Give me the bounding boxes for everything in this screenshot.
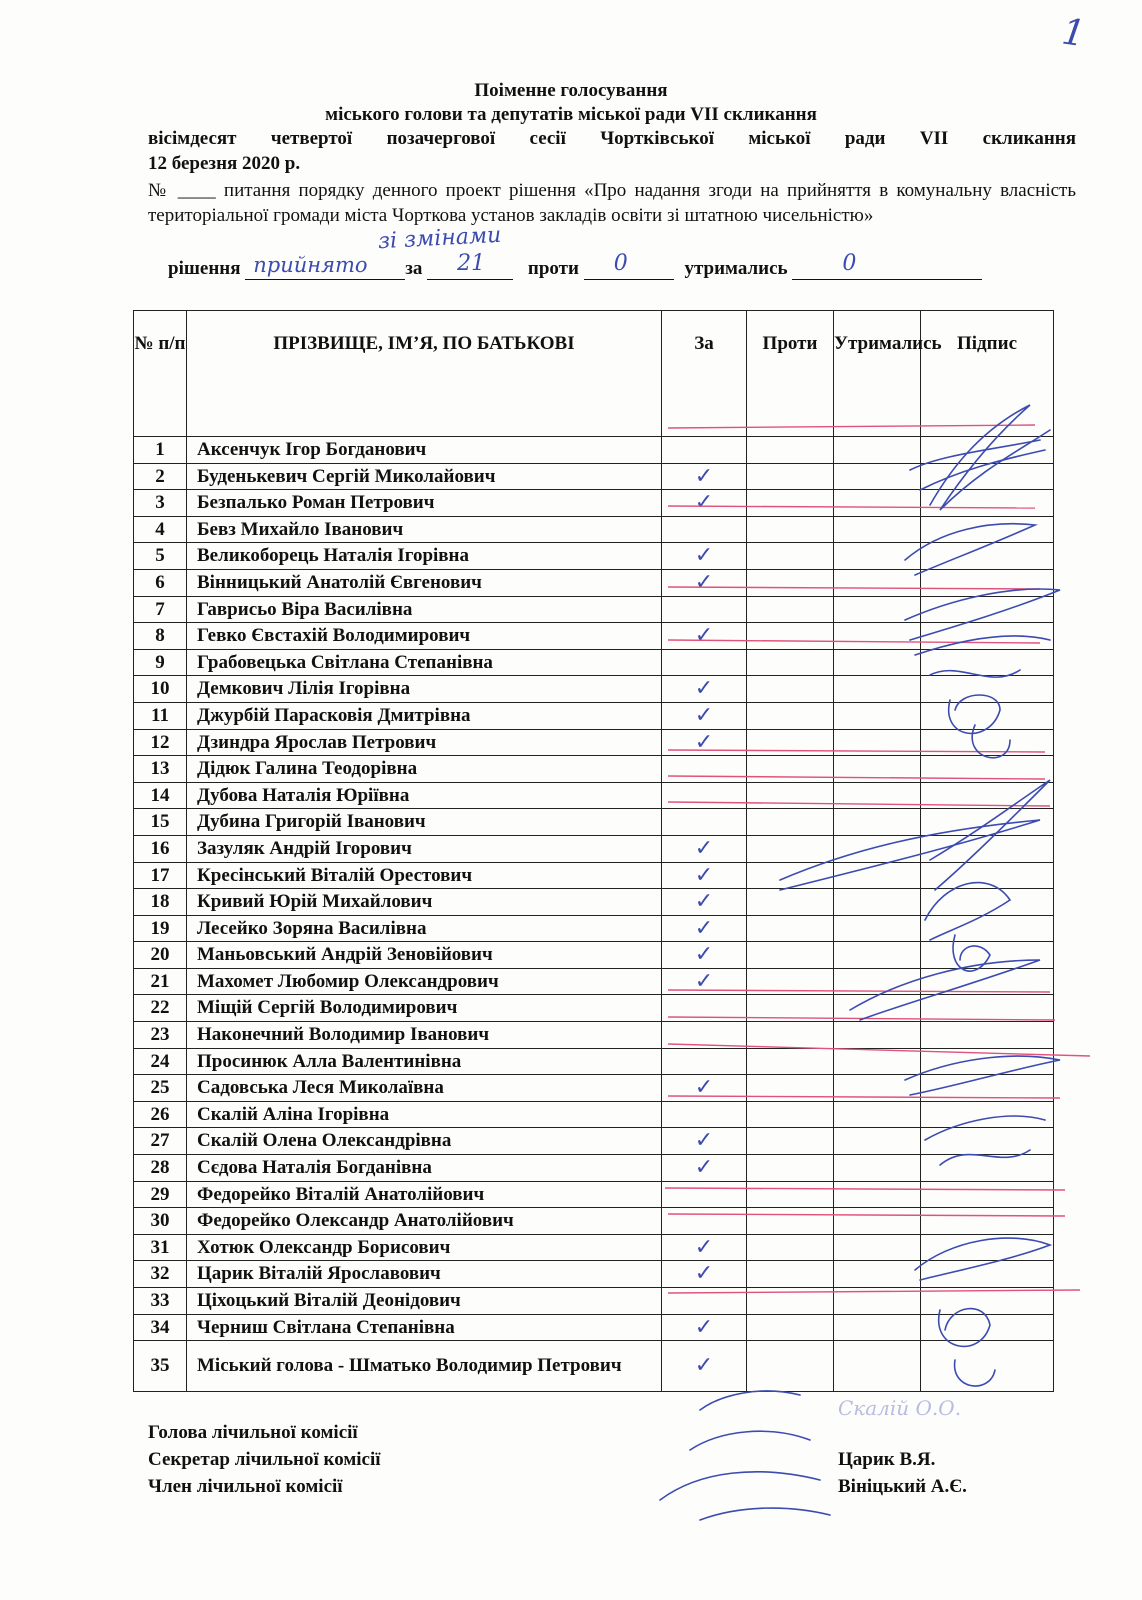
row-signature — [921, 1208, 1054, 1235]
row-against — [747, 915, 834, 942]
row-name: Ціхоцький Віталій Деонідович — [187, 1288, 662, 1315]
row-num: 12 — [134, 729, 187, 756]
row-abstained — [834, 782, 921, 809]
row-num: 23 — [134, 1022, 187, 1049]
row-abstained — [834, 490, 921, 517]
row-name: Дзиндра Ярослав Петрович — [187, 729, 662, 756]
table-row — [134, 1341, 1054, 1392]
row-against — [747, 569, 834, 596]
row-num: 26 — [134, 1101, 187, 1128]
row-against — [747, 1314, 834, 1341]
row-signature — [921, 543, 1054, 570]
table-row — [134, 915, 1054, 942]
row-name: Федорейко Віталій Анатолійович — [187, 1181, 662, 1208]
row-abstained — [834, 889, 921, 916]
row-against — [747, 995, 834, 1022]
table-row — [134, 942, 1054, 969]
row-name: Скалій Аліна Ігорівна — [187, 1101, 662, 1128]
row-against — [747, 782, 834, 809]
table-row — [134, 463, 1054, 490]
row-against — [747, 756, 834, 783]
secretary-name: Царик В.Я. — [838, 1449, 936, 1470]
for-field — [427, 251, 513, 280]
row-against — [747, 1341, 834, 1392]
row-for-mark — [662, 1048, 747, 1075]
row-num: 1 — [134, 437, 187, 464]
row-abstained — [834, 1022, 921, 1049]
row-against — [747, 968, 834, 995]
row-for-mark: ✓ — [662, 942, 747, 969]
abstained-value: 0 — [842, 251, 857, 276]
row-against — [747, 623, 834, 650]
table-row — [134, 1181, 1054, 1208]
table-row — [134, 569, 1054, 596]
row-signature — [921, 995, 1054, 1022]
row-signature — [921, 596, 1054, 623]
table-row — [134, 862, 1054, 889]
table-row — [134, 1155, 1054, 1182]
row-name: Гаврисьо Віра Василівна — [187, 596, 662, 623]
row-for-mark: ✓ — [662, 915, 747, 942]
row-name: Садовська Леся Миколаївна — [187, 1075, 662, 1102]
row-name: Кривий Юрій Михайлович — [187, 889, 662, 916]
table-row — [134, 649, 1054, 676]
row-num: 9 — [134, 649, 187, 676]
row-abstained — [834, 516, 921, 543]
row-for-mark — [662, 782, 747, 809]
row-num: 20 — [134, 942, 187, 969]
row-signature — [921, 1261, 1054, 1288]
row-name: Наконечний Володимир Іванович — [187, 1022, 662, 1049]
row-signature — [921, 1101, 1054, 1128]
table-row — [134, 543, 1054, 570]
row-abstained — [834, 676, 921, 703]
row-against — [747, 1128, 834, 1155]
row-signature — [921, 809, 1054, 836]
row-abstained — [834, 995, 921, 1022]
row-num: 22 — [134, 995, 187, 1022]
table-row — [134, 1314, 1054, 1341]
member-name: Вініцький А.Є. — [838, 1476, 967, 1497]
row-against — [747, 889, 834, 916]
row-name: Гевко Євстахій Володимирович — [187, 623, 662, 650]
row-abstained — [834, 1075, 921, 1102]
row-against — [747, 1181, 834, 1208]
row-abstained — [834, 596, 921, 623]
row-abstained — [834, 915, 921, 942]
row-against — [747, 676, 834, 703]
row-signature — [921, 835, 1054, 862]
row-against — [747, 649, 834, 676]
row-signature — [921, 729, 1054, 756]
row-against — [747, 729, 834, 756]
row-num: 8 — [134, 623, 187, 650]
row-against — [747, 1022, 834, 1049]
row-for-mark — [662, 809, 747, 836]
table-row — [134, 1288, 1054, 1315]
row-name: Хотюк Олександр Борисович — [187, 1234, 662, 1261]
row-abstained — [834, 623, 921, 650]
against-label: проти — [527, 258, 579, 279]
row-for-mark: ✓ — [662, 623, 747, 650]
row-against — [747, 835, 834, 862]
row-signature — [921, 1022, 1054, 1049]
secretary-label: Секретар лічильної комісії — [148, 1449, 381, 1470]
row-name: Царик Віталій Ярославович — [187, 1261, 662, 1288]
table-row — [134, 676, 1054, 703]
row-signature — [921, 968, 1054, 995]
table-row — [134, 1022, 1054, 1049]
row-abstained — [834, 543, 921, 570]
row-num: 28 — [134, 1155, 187, 1182]
row-abstained — [834, 437, 921, 464]
row-signature — [921, 649, 1054, 676]
row-signature — [921, 702, 1054, 729]
row-signature — [921, 463, 1054, 490]
row-num: 16 — [134, 835, 187, 862]
row-for-mark — [662, 1101, 747, 1128]
row-signature — [921, 676, 1054, 703]
row-num: 32 — [134, 1261, 187, 1288]
row-against — [747, 463, 834, 490]
table-row — [134, 1075, 1054, 1102]
row-name: Аксенчук Ігор Богданович — [187, 437, 662, 464]
row-num: 18 — [134, 889, 187, 916]
row-num: 21 — [134, 968, 187, 995]
row-name: Демкович Лілія Ігорівна — [187, 676, 662, 703]
header-against: Проти — [747, 311, 834, 437]
row-for-mark — [662, 649, 747, 676]
header-name: ПРІЗВИЩЕ, ІМ’Я, ПО БАТЬКОВІ — [187, 311, 662, 437]
row-abstained — [834, 756, 921, 783]
row-abstained — [834, 1101, 921, 1128]
row-name: Просинюк Алла Валентинівна — [187, 1048, 662, 1075]
row-name: Сєдова Наталія Богданівна — [187, 1155, 662, 1182]
row-abstained — [834, 1208, 921, 1235]
row-for-mark: ✓ — [662, 1128, 747, 1155]
row-name: Черниш Світлана Степанівна — [187, 1314, 662, 1341]
row-against — [747, 490, 834, 517]
row-name: Лесейко Зоряна Василівна — [187, 915, 662, 942]
row-signature — [921, 1048, 1054, 1075]
row-num: 10 — [134, 676, 187, 703]
row-num: 15 — [134, 809, 187, 836]
row-against — [747, 516, 834, 543]
row-name: Буденькевич Сергій Миколайович — [187, 463, 662, 490]
row-signature — [921, 490, 1054, 517]
document-subtitle: міського голови та депутатів міської ради VII скликання — [325, 104, 817, 125]
row-name: Бевз Михайло Іванович — [187, 516, 662, 543]
row-abstained — [834, 1128, 921, 1155]
decision-label: рішення — [168, 258, 241, 279]
row-num: 14 — [134, 782, 187, 809]
header-abstained: Утримались — [834, 311, 921, 437]
table-row — [134, 889, 1054, 916]
row-name: Скалій Олена Олександрівна — [187, 1128, 662, 1155]
row-signature — [921, 1155, 1054, 1182]
row-num: 27 — [134, 1128, 187, 1155]
row-num: 19 — [134, 915, 187, 942]
row-abstained — [834, 569, 921, 596]
table-row — [134, 437, 1054, 464]
row-name: Маньовський Андрій Зеновійович — [187, 942, 662, 969]
row-name: Федорейко Олександр Анатолійович — [187, 1208, 662, 1235]
row-signature — [921, 1341, 1054, 1392]
abstained-label: утримались — [684, 258, 788, 279]
table-body — [134, 437, 1054, 1392]
row-name: Дубина Григорій Іванович — [187, 809, 662, 836]
table-row — [134, 782, 1054, 809]
row-name: Грабовецька Світлана Степанівна — [187, 649, 662, 676]
row-against — [747, 543, 834, 570]
row-against — [747, 1234, 834, 1261]
row-num: 33 — [134, 1288, 187, 1315]
row-for-mark — [662, 756, 747, 783]
row-signature — [921, 1314, 1054, 1341]
row-for-mark: ✓ — [662, 569, 747, 596]
row-name: Дубова Наталія Юріївна — [187, 782, 662, 809]
row-for-mark: ✓ — [662, 835, 747, 862]
table-row — [134, 702, 1054, 729]
row-abstained — [834, 1261, 921, 1288]
row-against — [747, 809, 834, 836]
session-date: 12 березня 2020 р. — [148, 153, 301, 174]
row-num: 3 — [134, 490, 187, 517]
row-abstained — [834, 463, 921, 490]
row-abstained — [834, 862, 921, 889]
table-row — [134, 729, 1054, 756]
row-for-mark — [662, 596, 747, 623]
row-for-mark: ✓ — [662, 862, 747, 889]
row-name: Зазуляк Андрій Ігорович — [187, 835, 662, 862]
row-num: 6 — [134, 569, 187, 596]
row-signature — [921, 756, 1054, 783]
row-abstained — [834, 835, 921, 862]
row-name: Джурбій Парасковія Дмитрівна — [187, 702, 662, 729]
row-name: Махомет Любомир Олександрович — [187, 968, 662, 995]
for-label: за — [405, 258, 423, 279]
row-abstained — [834, 702, 921, 729]
row-against — [747, 702, 834, 729]
row-for-mark: ✓ — [662, 676, 747, 703]
for-value: 21 — [457, 251, 486, 276]
row-num: 4 — [134, 516, 187, 543]
document-title: Поіменне голосування — [474, 80, 668, 101]
row-abstained — [834, 1181, 921, 1208]
row-signature — [921, 569, 1054, 596]
row-num: 30 — [134, 1208, 187, 1235]
row-for-mark — [662, 1208, 747, 1235]
row-num: 7 — [134, 596, 187, 623]
table-row — [134, 490, 1054, 517]
abstained-field — [792, 251, 982, 280]
vote-table — [133, 310, 1054, 1392]
table-row — [134, 596, 1054, 623]
row-abstained — [834, 1314, 921, 1341]
row-for-mark: ✓ — [662, 543, 747, 570]
row-against — [747, 862, 834, 889]
header-signature: Підпис — [921, 311, 1054, 437]
table-row — [134, 756, 1054, 783]
row-against — [747, 1261, 834, 1288]
row-num: 31 — [134, 1234, 187, 1261]
row-signature — [921, 889, 1054, 916]
agenda-question: № ____ питання порядку денного проект рішення «Про надання згоди на прийняття в комунальну власність територіальної громади міста Чорткова установ закладів освіти зі штатною чисельністю» — [148, 180, 1076, 226]
row-for-mark: ✓ — [662, 1155, 747, 1182]
row-against — [747, 1075, 834, 1102]
against-field — [584, 251, 674, 280]
row-for-mark — [662, 1181, 747, 1208]
table-row — [134, 1261, 1054, 1288]
row-for-mark: ✓ — [662, 702, 747, 729]
row-against — [747, 1288, 834, 1315]
table-row — [134, 1048, 1054, 1075]
row-for-mark: ✓ — [662, 1341, 747, 1392]
row-against — [747, 1048, 834, 1075]
table-row — [134, 968, 1054, 995]
row-name: Міщій Сергій Володимирович — [187, 995, 662, 1022]
row-abstained — [834, 809, 921, 836]
row-for-mark — [662, 1288, 747, 1315]
row-signature — [921, 942, 1054, 969]
table-row — [134, 1208, 1054, 1235]
row-for-mark: ✓ — [662, 889, 747, 916]
row-signature — [921, 782, 1054, 809]
row-for-mark — [662, 437, 747, 464]
row-num: 5 — [134, 543, 187, 570]
row-num: 29 — [134, 1181, 187, 1208]
row-abstained — [834, 942, 921, 969]
row-for-mark: ✓ — [662, 1261, 747, 1288]
table-row — [134, 1234, 1054, 1261]
table-row — [134, 1128, 1054, 1155]
row-for-mark — [662, 1022, 747, 1049]
handwritten-note: зі змінами — [377, 222, 502, 255]
row-num: 11 — [134, 702, 187, 729]
row-name: Безпалько Роман Петрович — [187, 490, 662, 517]
member-label: Член лічильної комісії — [148, 1476, 343, 1497]
row-abstained — [834, 968, 921, 995]
table-row — [134, 835, 1054, 862]
page-number: 1 — [1059, 11, 1088, 56]
row-num: 17 — [134, 862, 187, 889]
row-against — [747, 1208, 834, 1235]
row-for-mark: ✓ — [662, 968, 747, 995]
row-signature — [921, 516, 1054, 543]
row-for-mark — [662, 995, 747, 1022]
row-signature — [921, 1288, 1054, 1315]
row-name: Дідюк Галина Теодорівна — [187, 756, 662, 783]
row-signature — [921, 1181, 1054, 1208]
row-signature — [921, 1075, 1054, 1102]
row-abstained — [834, 1341, 921, 1392]
table-row — [134, 995, 1054, 1022]
row-signature — [921, 1128, 1054, 1155]
row-abstained — [834, 1234, 921, 1261]
row-num: 13 — [134, 756, 187, 783]
row-abstained — [834, 1155, 921, 1182]
row-num: 34 — [134, 1314, 187, 1341]
row-signature — [921, 915, 1054, 942]
chair-name: Скалій О.О. — [838, 1396, 962, 1420]
row-against — [747, 596, 834, 623]
table-row — [134, 516, 1054, 543]
row-name: Вінницький Анатолій Євгенович — [187, 569, 662, 596]
decision-line — [168, 251, 982, 280]
decision-value: прийнято — [253, 253, 368, 277]
table-row — [134, 1101, 1054, 1128]
row-signature — [921, 437, 1054, 464]
table-header-row — [134, 311, 1054, 437]
row-abstained — [834, 1048, 921, 1075]
against-value: 0 — [613, 251, 628, 276]
row-for-mark: ✓ — [662, 1075, 747, 1102]
row-name: Міський голова - Шматько Володимир Петрович — [187, 1341, 662, 1392]
row-num: 25 — [134, 1075, 187, 1102]
header-num: № п/п — [134, 311, 187, 437]
table-row — [134, 809, 1054, 836]
decision-field — [245, 253, 405, 280]
header-for: За — [662, 311, 747, 437]
row-signature — [921, 623, 1054, 650]
row-for-mark — [662, 516, 747, 543]
signature — [660, 1391, 830, 1520]
session-line: вісімдесят четвертої позачергової сесії Чортківської міської ради VII скликання — [148, 128, 1076, 149]
row-for-mark: ✓ — [662, 1234, 747, 1261]
row-against — [747, 1101, 834, 1128]
row-num: 2 — [134, 463, 187, 490]
row-against — [747, 1155, 834, 1182]
row-for-mark: ✓ — [662, 729, 747, 756]
row-against — [747, 437, 834, 464]
table-row — [134, 623, 1054, 650]
row-signature — [921, 862, 1054, 889]
chair-label: Голова лічильної комісії — [148, 1422, 358, 1443]
row-for-mark: ✓ — [662, 1314, 747, 1341]
row-for-mark: ✓ — [662, 463, 747, 490]
row-name: Великоборець Наталія Ігорівна — [187, 543, 662, 570]
row-name: Кресінський Віталій Орестович — [187, 862, 662, 889]
row-abstained — [834, 1288, 921, 1315]
row-for-mark: ✓ — [662, 490, 747, 517]
row-against — [747, 942, 834, 969]
row-signature — [921, 1234, 1054, 1261]
row-num: 24 — [134, 1048, 187, 1075]
row-abstained — [834, 649, 921, 676]
row-num: 35 — [134, 1341, 187, 1392]
row-abstained — [834, 729, 921, 756]
